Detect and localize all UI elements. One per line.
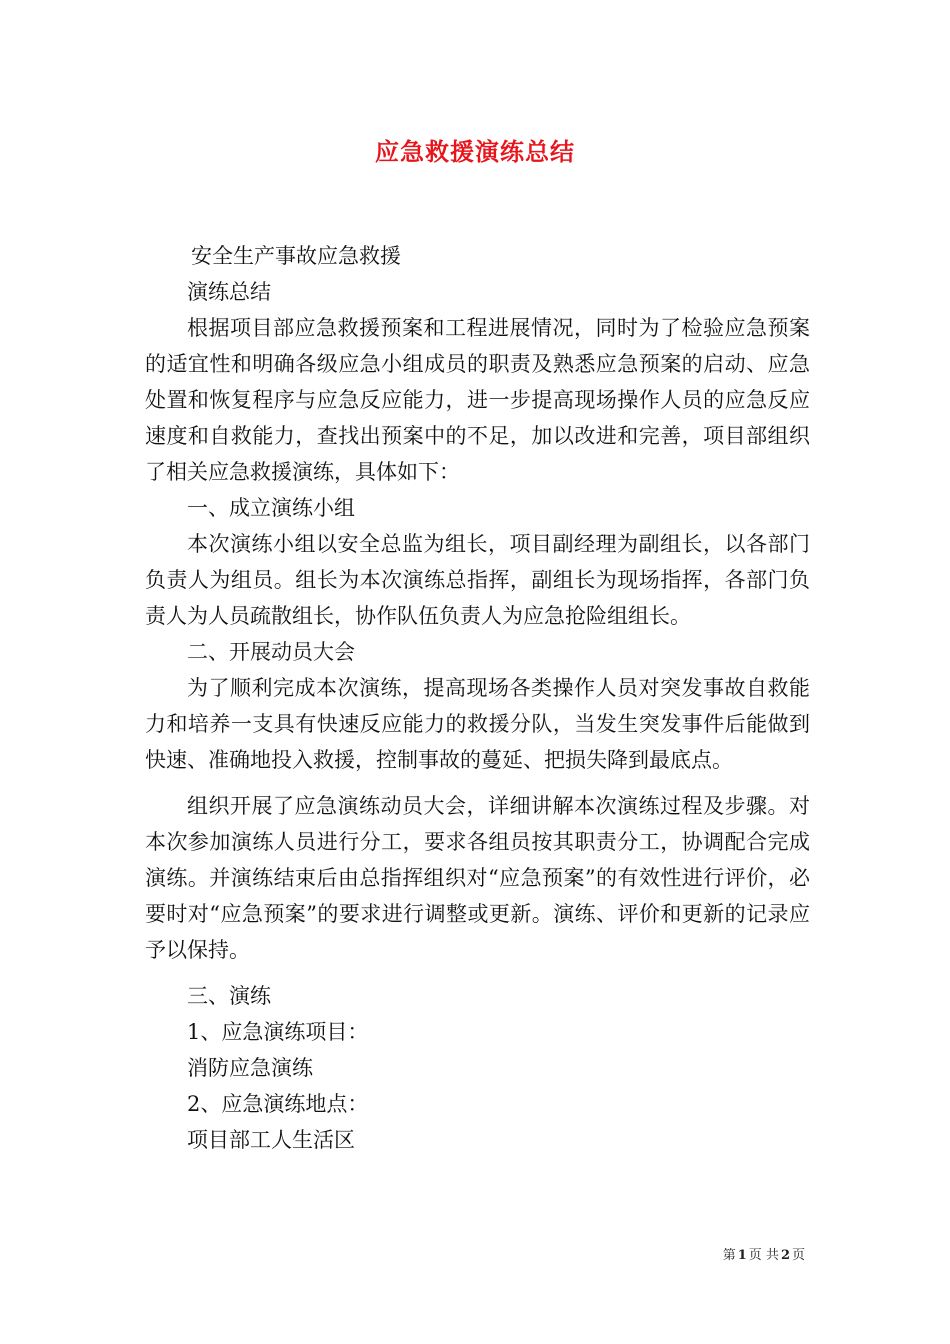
document-body [145,238,810,1158]
intro-paragraph: 根据项目部应急救援预案和工程进展情况，同时为了检验应急预案的适宜性和明确各级应急小组成员的职责及熟悉应急预案的启动、应急处置和恢复程序与应急反应能力，进一步提高现场操作人员的应急反应速度和自救能力，查找出预案中的不足，加以改进和完善，项目部组织了相关应急救援演练，具体如下： [145,316,810,484]
section-1-paragraph: 本次演练小组以安全总监为组长，项目副经理为副组长，以各部门负责人为组员。组长为本次演练总指挥，副组长为现场指挥，各部门负责人为人员疏散组长，协作队伍负责人为应急抢险组组长。 [145,532,810,628]
section-2-paragraph-1: 为了顺利完成本次演练，提高现场各类操作人员对突发事故自救能力和培养一支具有快速反应能力的救援分队，当发生突发事件后能做到快速、准确地投入救援，控制事故的蔓延、把损失降到最底点。 [145,676,810,772]
section-heading-2: 二、开展动员大会 [187,640,355,664]
footer-suffix: 页 [791,1248,805,1263]
section-heading-1: 一、成立演练小组 [187,496,355,520]
footer-total-pages: 2 [780,1248,790,1263]
page-number-footer [723,1244,805,1263]
section-heading-3: 三、演练 [187,984,271,1008]
footer-prefix: 第 [722,1248,736,1263]
subtitle-line-1: 安全生产事故应急救援 [191,244,401,268]
drill-item-label: 1、应急演练项目： [187,1020,369,1044]
footer-current-page: 1 [737,1248,747,1263]
drill-location-value: 项目部工人生活区 [187,1128,355,1152]
drill-location-label: 2、应急演练地点： [187,1092,369,1116]
section-2-paragraph-2: 组织开展了应急演练动员大会，详细讲解本次演练过程及步骤。对本次参加演练人员进行分工，要求各组员按其职责分工，协调配合完成演练。并演练结束后由总指挥组织对“应急预案”的有效性进行评价，必要时对“应急预案”的要求进行调整或更新。演练、评价和更新的记录应予以保持。 [145,794,810,962]
document-title: 应急救援演练总结 [375,137,575,166]
footer-middle: 页 共 [748,1248,779,1263]
drill-item-value: 消防应急演练 [187,1056,313,1080]
subtitle-line-2: 演练总结 [187,280,271,304]
